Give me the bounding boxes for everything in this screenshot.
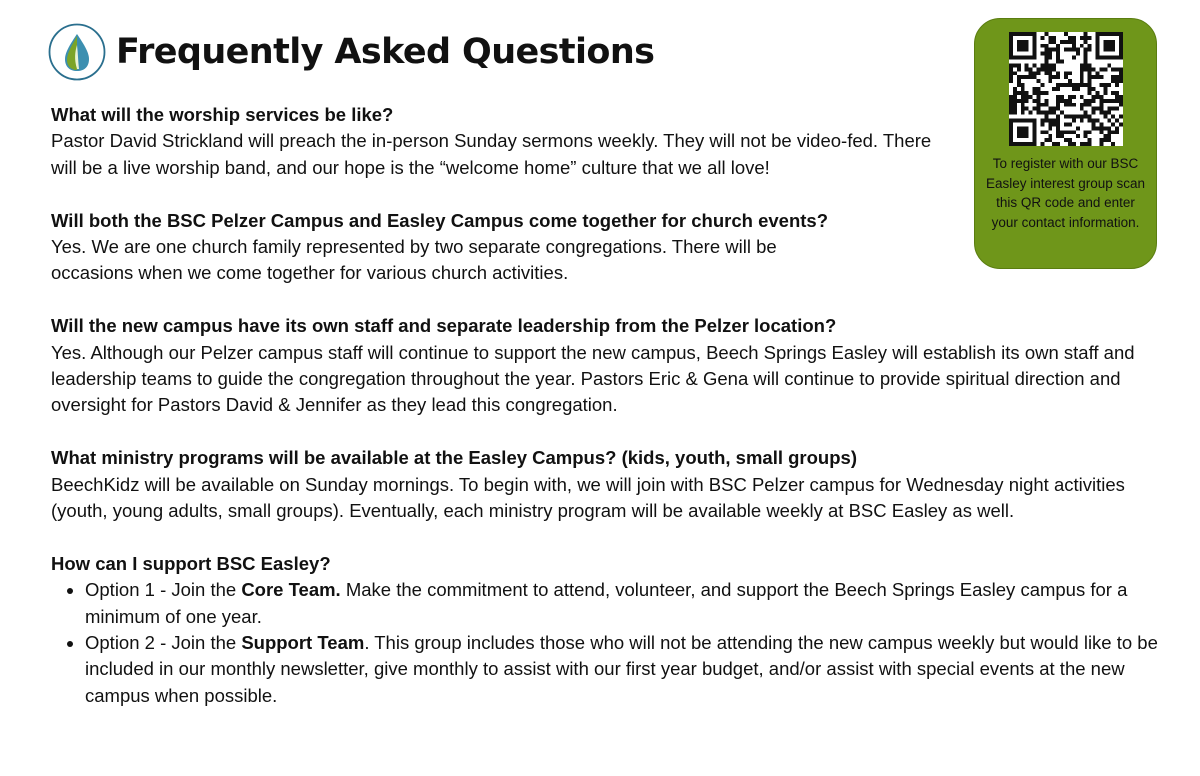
- list-item: [85, 577, 1161, 630]
- option-description: Make the commitment to attend, volunteer, and support the Beech Springs Easley campus for a minimum of one year.: [85, 579, 1128, 627]
- qr-instructions: To register with our BSC Easley interest group scan this QR code and enter your contact information.: [985, 156, 1146, 230]
- faq-answer: BeechKidz will be available on Sunday mornings. To begin with, we will join with BSC Pelzer campus for Wednesday night activities (youth, young adults, small groups). Eventually, each ministry program will be available weekly at BSC Easley as well.: [51, 473, 1125, 522]
- option-team-name: Core Team.: [241, 579, 341, 601]
- faq-item: [51, 208, 1161, 287]
- option-prefix: Option 2 - Join the: [85, 632, 242, 654]
- faq-question: Will both the BSC Pelzer Campus and Easley Campus come together for church events?: [51, 209, 828, 231]
- list-item: [85, 630, 1161, 709]
- faq-item: [51, 445, 1161, 524]
- faq-answer: Yes. Although our Pelzer campus staff will continue to support the new campus, Beech Springs Easley will establish its own staff and leadership teams to guide the congregation throughout the year. Pastors Eric & Gena will continue to provide spiritual direction and oversight for Pastors David & Jennifer as they lead this congregation.: [51, 341, 1135, 416]
- water-drop-leaf-icon: [48, 23, 106, 81]
- faq-item: [51, 102, 1161, 181]
- option-description: . This group includes those who will not be attending the new campus weekly but would like to be included in our monthly newsletter, give monthly to assist with our first year budget, and/or assist with special events at the new campus when possible.: [85, 632, 1158, 706]
- faq-question: How can I support BSC Easley?: [51, 552, 331, 574]
- faq-item: [51, 551, 1161, 709]
- option-team-name: Support Team: [241, 632, 365, 654]
- faq-answer: Yes. We are one church family represented by two separate congregations. There will be occasions when we come together for various church activities.: [51, 236, 777, 284]
- support-options-list: [51, 577, 1161, 709]
- page-title: Frequently Asked Questions: [116, 32, 655, 72]
- faq-question: Will the new campus have its own staff and separate leadership from the Pelzer location?: [51, 315, 837, 337]
- faq-question: What ministry programs will be available at the Easley Campus? (kids, youth, small groups): [51, 447, 857, 469]
- option-prefix: Option 1 - Join the: [85, 579, 242, 601]
- faq-answer: Pastor David Strickland will preach the in-person Sunday sermons weekly. They will not be video-fed. There will be a live worship band, and our hope is the “welcome home” culture that we all love!: [51, 130, 932, 178]
- faq-item: [51, 313, 1161, 419]
- page-header: [48, 23, 654, 81]
- faq-question: What will the worship services be like?: [51, 104, 394, 125]
- faq-list: [51, 102, 1161, 709]
